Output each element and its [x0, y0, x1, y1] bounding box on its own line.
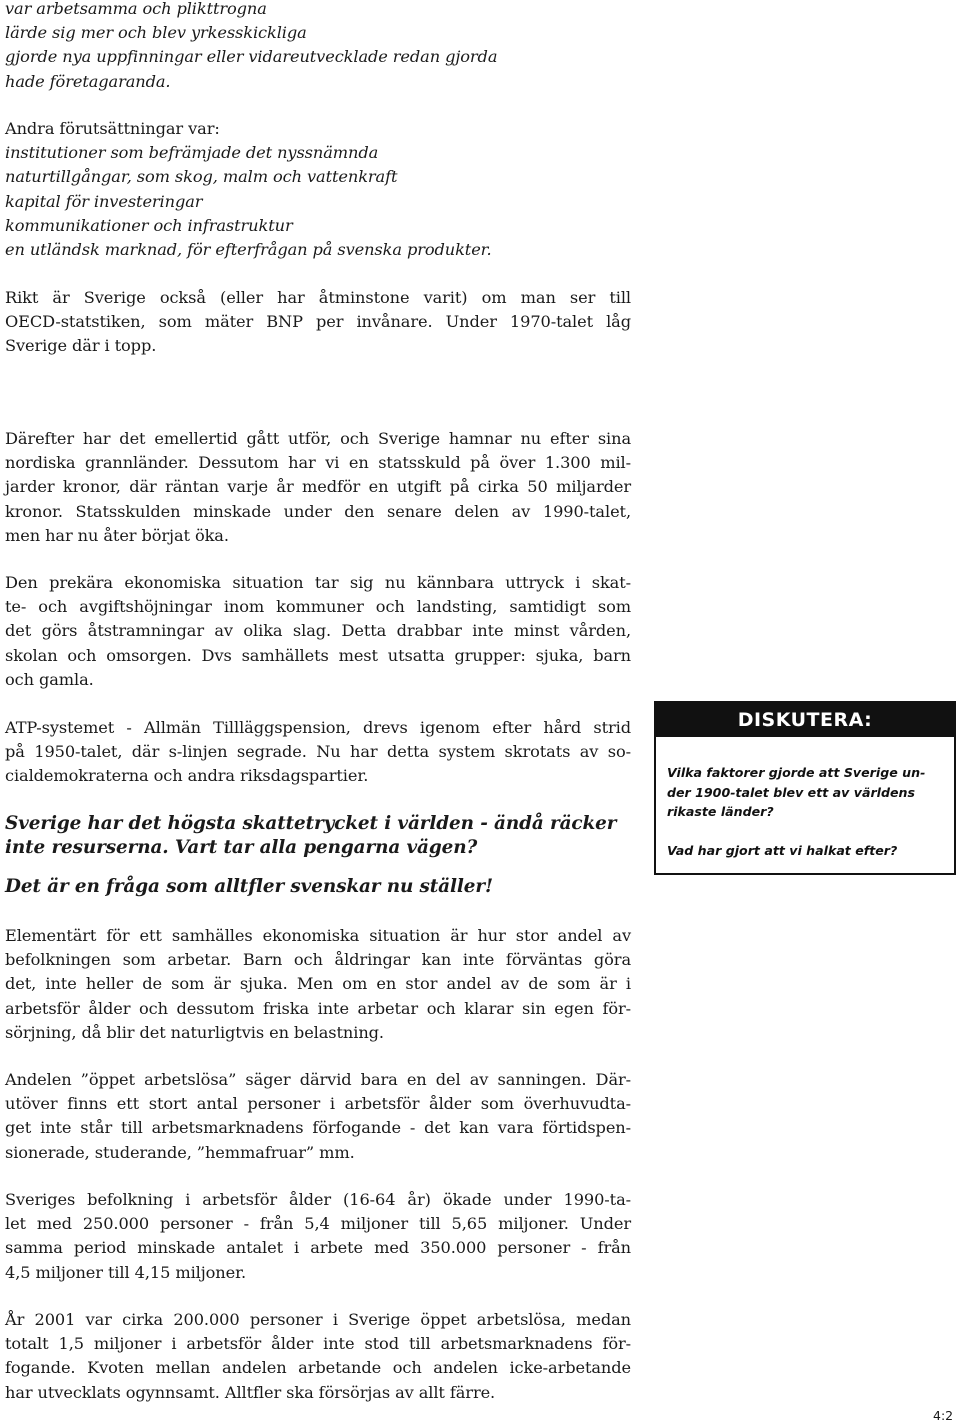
text-line: gjorde nya uppfinningar eller vidareutvecklade redan gjorda — [5, 47, 498, 67]
text-line: på 1950-talet, där s-linjen segrade. Nu har detta system skrotats av so- — [5, 742, 631, 762]
text-line: det, inte heller de som är sjuka. Men om en stor andel av de som är i — [5, 974, 631, 994]
highlight-paragraph — [5, 812, 631, 860]
paragraph-2001 — [5, 1308, 631, 1405]
discuss-box — [654, 701, 956, 875]
text-line: kronor. Statsskulden minskade under den senare delen av 1990-talet, — [5, 501, 631, 521]
paragraph-oecd — [5, 286, 631, 359]
highlight-statement — [5, 812, 631, 860]
text-line: OECD-statstiken, som mäter BNP per invånare. Under 1970-talet låg — [5, 312, 631, 332]
text-line: nordiska grannländer. Dessutom har vi en statsskuld på över 1.300 mil- — [5, 453, 631, 473]
text-line: Andra förutsättningar var: — [5, 119, 220, 138]
text-line: 4,5 miljoner till 4,15 miljoner. — [5, 1262, 246, 1282]
question-paragraph — [5, 875, 631, 899]
body-paragraph — [5, 1068, 631, 1165]
text-line: en utländsk marknad, för efterfrågan på svenska produkter. — [5, 240, 492, 260]
text-line: var arbetsamma och plikttrogna — [5, 0, 267, 18]
page-number: 4:2 — [933, 1408, 954, 1423]
text-line: det görs åtstramningar av olika slag. Detta drabbar inte minst vården, — [5, 621, 631, 641]
question-statement — [5, 875, 631, 899]
text-line: naturtillgångar, som skog, malm och vattenkraft — [5, 167, 398, 187]
paragraph-situation — [5, 571, 631, 692]
paragraph-atp — [5, 716, 631, 789]
paragraph-unemployed — [5, 1068, 631, 1165]
text-line: men har nu åter börjat öka. — [5, 525, 229, 545]
body-paragraph — [5, 571, 631, 692]
text-line: sörjning, då blir det naturligtvis en belastning. — [5, 1022, 384, 1042]
text-line: Sverige där i topp. — [5, 336, 157, 356]
intro-paragraph — [5, 0, 631, 94]
discuss-body — [656, 737, 954, 860]
prerequisites-list — [5, 117, 631, 262]
paragraph-debt — [5, 427, 631, 548]
text-line: skolan och omsorgen. Dvs samhällets mest utsatta grupper: sjuka, barn — [5, 645, 631, 665]
text-line: te- och avgiftshöjningar inom kommuner och landsting, samtidigt som — [5, 597, 631, 617]
discuss-question — [667, 763, 944, 822]
text-line: sionerade, studerande, ”hemmafruar” mm. — [5, 1142, 355, 1162]
text-line: rikaste länder? — [667, 804, 774, 819]
text-line: inte resurserna. Vart tar alla pengarna vägen? — [5, 837, 478, 859]
body-paragraph — [5, 924, 631, 1045]
text-line: samma period minskade antalet i arbete med 350.000 personer - från — [5, 1238, 631, 1258]
discuss-heading: DISKUTERA: — [656, 703, 954, 737]
text-line: lärde sig mer och blev yrkesskickliga — [5, 23, 307, 43]
body-paragraph — [5, 1188, 631, 1285]
text-line: Sveriges befolkning i arbetsför ålder (16-64 år) ökade under 1990-ta- — [5, 1190, 631, 1209]
text-line: jarder kronor, där räntan varje år medför en utgift på cirka 50 miljarder — [5, 477, 631, 497]
text-line: Rikt är Sverige också (eller har åtminstone varit) om man ser till — [5, 288, 631, 307]
text-line: År 2001 var cirka 200.000 personer i Sverige öppet arbetslösa, medan — [5, 1310, 631, 1329]
text-line: get inte står till arbetsmarknadens förfogande - det kan vara förtidspen- — [5, 1118, 631, 1138]
text-line: hade företagaranda. — [5, 71, 171, 91]
text-line: kommunikationer och infrastruktur — [5, 215, 293, 235]
prerequisites-paragraph — [5, 117, 631, 262]
text-line: befolkningen som arbetar. Barn och åldringar kan inte förväntas göra — [5, 950, 631, 970]
text-line: let med 250.000 personer - från 5,4 miljoner till 5,65 miljoner. Under — [5, 1214, 631, 1234]
text-line: Andelen ”öppet arbetslösa” säger därvid bara en del av sanningen. Där- — [5, 1070, 631, 1089]
body-paragraph — [5, 1308, 631, 1405]
body-paragraph — [5, 286, 631, 359]
text-line: Den prekära ekonomiska situation tar sig nu kännbara uttryck i skat- — [5, 573, 631, 592]
text-line: Vilka faktorer gjorde att Sverige un- — [667, 765, 926, 780]
text-line: Vad har gjort att vi halkat efter? — [667, 842, 898, 858]
text-line: Elementärt för ett samhälles ekonomiska situation är hur stor andel av — [5, 926, 631, 945]
text-line: har utvecklats ogynnsamt. Alltfler ska försörjas av allt färre. — [5, 1382, 496, 1402]
text-line: Sverige har det högsta skattetrycket i världen - ändå räcker — [5, 813, 617, 834]
text-line: kapital för investeringar — [5, 191, 203, 211]
discuss-question — [667, 841, 944, 861]
body-paragraph — [5, 427, 631, 548]
paragraph-population — [5, 1188, 631, 1285]
text-line: fogande. Kvoten mellan andelen arbetande och andelen icke-arbetande — [5, 1358, 631, 1378]
text-line: der 1900-talet blev ett av världens — [667, 784, 915, 800]
text-line: arbetsför ålder och dessutom friska inte arbetar och klarar sin egen för- — [5, 998, 631, 1018]
text-line: Det är en fråga som alltfler svenskar nu ställer! — [5, 876, 493, 897]
text-line: utöver finns ett stort antal personer i arbetsför ålder som överhuvudta- — [5, 1094, 631, 1114]
text-line: och gamla. — [5, 669, 94, 689]
text-line: institutioner som befrämjade det nyssnämnda — [5, 143, 379, 163]
intro-list — [5, 0, 631, 94]
text-line: ATP-systemet - Allmän Tillläggspension, drevs igenom efter hård strid — [5, 718, 631, 737]
text-line: Därefter har det emellertid gått utför, och Sverige hamnar nu efter sina — [5, 429, 631, 448]
paragraph-workforce — [5, 924, 631, 1045]
text-line: totalt 1,5 miljoner i arbetsför ålder inte stod till arbetsmarknadens för- — [5, 1334, 631, 1354]
body-paragraph — [5, 716, 631, 789]
text-line: cialdemokraterna och andra riksdagspartier. — [5, 766, 369, 786]
